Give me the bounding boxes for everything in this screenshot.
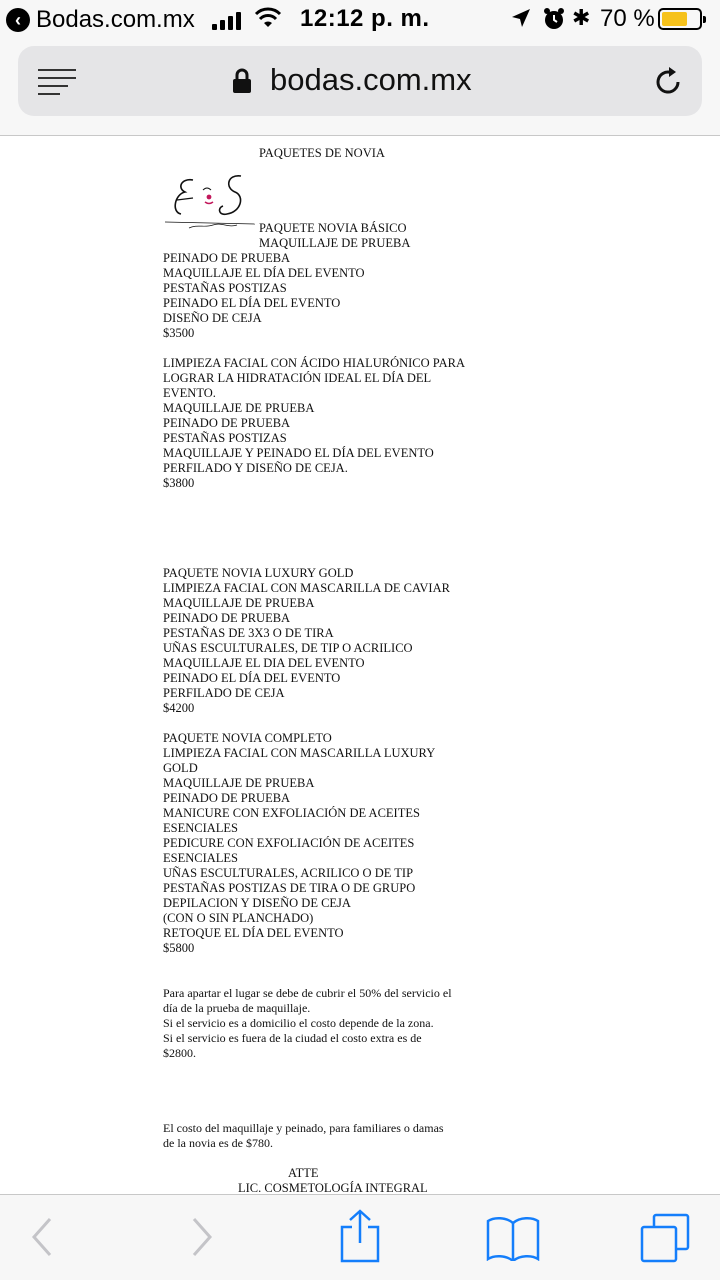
package-line: PEINADO DE PRUEBA (163, 791, 291, 805)
package-basic-heading: PAQUETE NOVIA BÁSICO (259, 221, 407, 235)
lock-icon (232, 68, 252, 94)
package-line: EVENTO. (163, 386, 216, 400)
url-domain[interactable]: bodas.com.mx (270, 62, 472, 97)
package-line: MAQUILLAJE DE PRUEBA (259, 236, 411, 250)
back-app-label: Bodas.com.mx (36, 6, 195, 33)
package-line: MAQUILLAJE EL DÍA DEL EVENTO (163, 266, 365, 280)
signoff: ATTE (288, 1166, 319, 1180)
note-line: Si el servicio es a domicilio el costo depende de la zona. (163, 1016, 434, 1030)
package-line: PEINADO DE PRUEBA (163, 416, 291, 430)
package-line: MAQUILLAJE EL DIA DEL EVENTO (163, 656, 365, 670)
battery-percent: 70 % (600, 5, 655, 32)
share-icon[interactable] (338, 1209, 382, 1263)
forward-icon[interactable] (188, 1215, 216, 1259)
package-line: MANICURE CON EXFOLIACIÓN DE ACEITES (163, 806, 420, 820)
package-line: RETOQUE EL DÍA DEL EVENTO (163, 926, 344, 940)
package-line: LOGRAR LA HIDRATACIÓN IDEAL EL DÍA DEL (163, 371, 432, 385)
package-line: DISEÑO DE CEJA (163, 311, 262, 325)
package-line: PEDICURE CON EXFOLIACIÓN DE ACEITES (163, 836, 415, 850)
package-price: $4200 (163, 701, 195, 715)
package-line: PESTAÑAS POSTIZAS DE TIRA O DE GRUPO (163, 881, 416, 895)
package-line: GOLD (163, 761, 198, 775)
address-bar[interactable] (18, 46, 702, 116)
package-line: MAQUILLAJE DE PRUEBA (163, 401, 315, 415)
package-line: LIMPIEZA FACIAL CON ÁCIDO HIALURÓNICO PARA (163, 356, 465, 370)
reload-icon[interactable] (652, 66, 684, 98)
note-line: Si el servicio es fuera de la ciudad el costo extra es de (163, 1031, 422, 1045)
package-line: PEINADO EL DÍA DEL EVENTO (163, 296, 341, 310)
package-line: MAQUILLAJE DE PRUEBA (163, 776, 315, 790)
tabs-icon[interactable] (640, 1213, 690, 1263)
cellular-signal-icon (212, 10, 241, 30)
battery-icon (658, 8, 702, 30)
package-line: MAQUILLAJE Y PEINADO EL DÍA DEL EVENTO (163, 446, 434, 460)
note-line: Para apartar el lugar se debe de cubrir el 50% del servicio el (163, 986, 452, 1000)
package-line: PESTAÑAS DE 3X3 O DE TIRA (163, 626, 334, 640)
package-price: $3500 (163, 326, 195, 340)
menu-icon[interactable] (38, 69, 76, 95)
package-line: ESENCIALES (163, 851, 238, 865)
location-icon (510, 7, 532, 31)
family-note-line: de la novia es de $780. (163, 1136, 273, 1150)
package-line: UÑAS ESCULTURALES, ACRILICO O DE TIP (163, 866, 414, 880)
wifi-icon (254, 6, 282, 30)
browser-toolbar (0, 1194, 720, 1280)
status-time: 12:12 p. m. (300, 5, 430, 32)
signature: LIC. COSMETOLOGÍA INTEGRAL (238, 1181, 428, 1194)
bluetooth-icon: ✱ (572, 5, 591, 30)
chevron-left-icon: ‹ (6, 8, 30, 32)
package-complete-heading: PAQUETE NOVIA COMPLETO (163, 731, 332, 745)
back-icon[interactable] (28, 1215, 56, 1259)
document-title: PAQUETES DE NOVIA (259, 146, 385, 160)
package-line: PERFILADO DE CEJA (163, 686, 285, 700)
package-line: UÑAS ESCULTURALES, DE TIP O ACRILICO (163, 641, 413, 655)
package-line: MAQUILLAJE DE PRUEBA (163, 596, 315, 610)
package-line: PEINADO DE PRUEBA (163, 611, 291, 625)
package-line: PESTAÑAS POSTIZAS (163, 281, 287, 295)
package-line: PERFILADO Y DISEÑO DE CEJA. (163, 461, 348, 475)
package-line: PEINADO EL DÍA DEL EVENTO (163, 671, 341, 685)
family-note-line: El costo del maquillaje y peinado, para familiares o damas (163, 1121, 444, 1135)
document-body (163, 146, 483, 1194)
note-line: día de la prueba de maquillaje. (163, 1001, 311, 1015)
page-content[interactable] (0, 136, 720, 1194)
battery-fill (662, 12, 687, 26)
alarm-icon (542, 7, 566, 31)
package-luxury-heading: PAQUETE NOVIA LUXURY GOLD (163, 566, 354, 580)
package-price: $3800 (163, 476, 195, 490)
package-line: PESTAÑAS POSTIZAS (163, 431, 287, 445)
back-to-app[interactable] (6, 6, 195, 34)
package-line: LIMPIEZA FACIAL CON MASCARILLA DE CAVIAR (163, 581, 450, 595)
package-line: (CON O SIN PLANCHADO) (163, 911, 314, 925)
package-line: LIMPIEZA FACIAL CON MASCARILLA LUXURY (163, 746, 436, 760)
package-line: DEPILACION Y DISEÑO DE CEJA (163, 896, 351, 910)
status-bar (0, 0, 720, 40)
browser-address-area (0, 40, 720, 136)
package-price: $5800 (163, 941, 195, 955)
package-line: ESENCIALES (163, 821, 238, 835)
note-line: $2800. (163, 1046, 196, 1060)
bookmarks-icon[interactable] (486, 1215, 540, 1261)
brand-logo (163, 170, 259, 230)
package-line: PEINADO DE PRUEBA (163, 251, 291, 265)
